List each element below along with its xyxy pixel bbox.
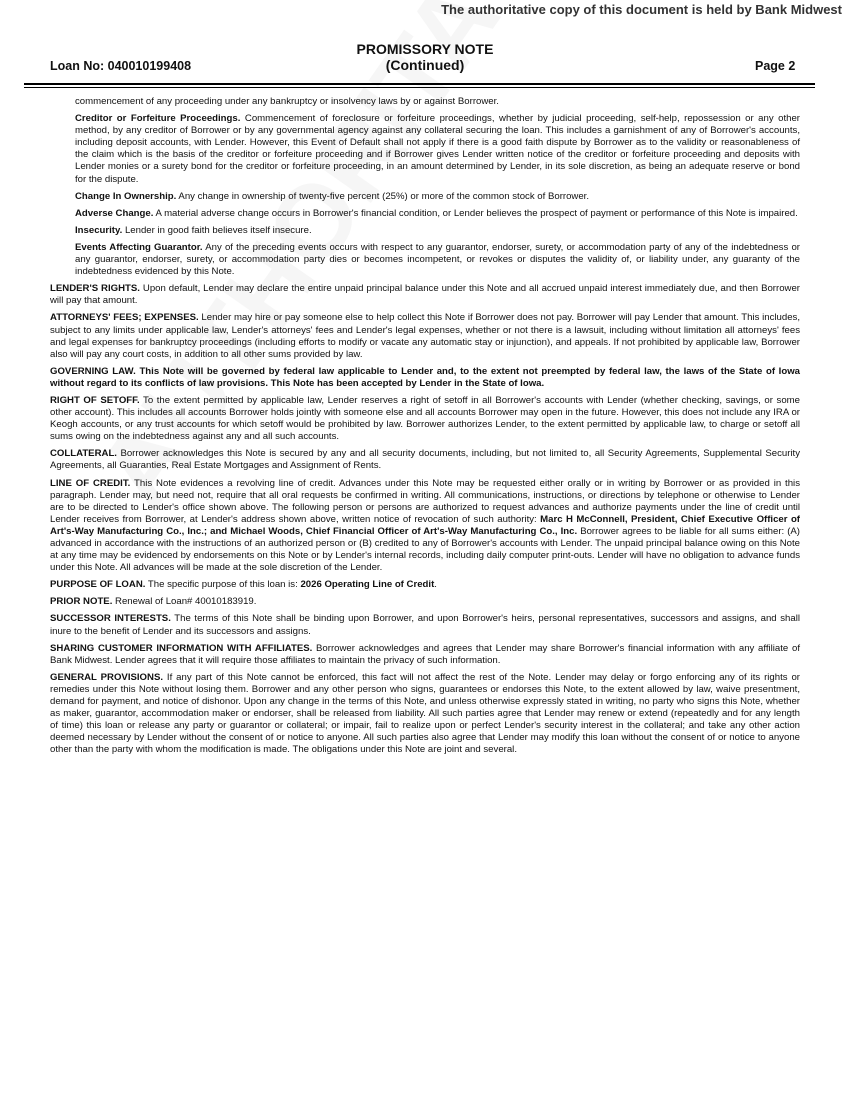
section-text: The specific purpose of this loan is: — [147, 579, 298, 591]
section-heading: Creditor or Forfeiture Proceedings. — [75, 113, 241, 125]
section-insecurity — [50, 225, 800, 237]
section-general-provisions — [50, 672, 800, 757]
section-heading: SUCCESSOR INTERESTS. — [50, 613, 171, 625]
section-heading: ATTORNEYS' FEES; EXPENSES. — [50, 312, 199, 324]
section-text: This Note evidences a revolving line of credit. Advances under this Note may be requested either orally or in writing by Borrower or as provided in this paragraph. Lender may, but need not, require that all oral requests be confirmed in writing. All communications, instructions, or directions by telephone or otherwise to Lender are to be directed to Lender's office shown above. The following person or persons are authorized to request advances and authorize payments under the line of credit until Lender receives from Borrower, at Lender's address shown above, written notice of revocation of such authority: — [50, 477, 800, 525]
section-text-tail: Borrower agrees to be liable for all sums either: (A) advanced in accordance with the instructions of an authorized person or (B) credited to any of Borrower's accounts with Lender. The unpaid principal balance owing on this Note at any time may be evidenced by endorsements on this Note or by Lender's internal records, including daily computer print-outs. Lender will have no obligation to advance funds under this Note. All advances will be made at the sole discretion of the Lender. — [50, 525, 800, 574]
section-successor-interests — [50, 613, 800, 637]
section-text: Borrower acknowledges this Note is secured by any and all security documents, including, but not limited to, all Security Agreements, Supplemental Security Agreements, all Guaranties, Real Estate Mortgages and Assignment of Rents. — [50, 448, 800, 472]
section-text: Commencement of foreclosure or forfeiture proceedings, whether by judicial proceeding, self-help, repossession or any other method, by any creditor of Borrower or by any governmental agency against any collateral securing the loan. This includes a garnishment of any of Borrower's accounts, including deposit accounts, with Lender. However, this Event of Default shall not apply if there is a good faith dispute by Borrower as to the validity or reasonableness of the claim which is the basis of the creditor or forfeiture proceeding and if Borrower gives Lender written notice of the creditor or forfeiture proceeding and deposits with Lender monies or a surety bond for the creditor or forfeiture proceeding, in an amount determined by Lender, in its sole discretion, as being an adequate reserve or bond for the dispute. — [75, 113, 800, 185]
section-text: Borrower acknowledges and agrees that Lender may share Borrower's financial information with any affiliate of Bank Midwest. Lender agrees that it will require those affiliates to maintain the privacy of such information. — [50, 642, 800, 666]
section-creditor-forfeiture — [50, 113, 800, 186]
section-heading: Events Affecting Guarantor. — [75, 241, 203, 253]
section-heading: LINE OF CREDIT. — [50, 477, 131, 489]
loan-number: Loan No: 040010199408 — [50, 59, 192, 73]
section-prior-note — [50, 596, 800, 608]
section-attorneys-fees — [50, 312, 800, 360]
section-text: Upon default, Lender may declare the entire unpaid principal balance under this Note and all accrued unpaid interest immediately due, and then Borrower will pay that amount. — [50, 283, 800, 307]
section-heading: GOVERNING LAW. — [50, 365, 136, 377]
header-rule-thin — [24, 87, 815, 88]
section-heading: COLLATERAL. — [50, 448, 117, 460]
section-heading: PURPOSE OF LOAN. — [50, 579, 146, 591]
section-text: This Note will be governed by federal law applicable to Lender and, to the extent not preempted by federal law, the laws of the State of Iowa without regard to its conflicts of law provisions. This Note has been accepted by Lender in the State of Iowa. — [50, 365, 800, 389]
title-line-2: (Continued) — [385, 57, 465, 73]
section-text-tail: . — [434, 579, 437, 591]
loan-purpose: 2026 Operating Line of Credit — [300, 579, 435, 591]
section-sharing-customer-information — [50, 643, 800, 667]
section-governing-law — [50, 366, 800, 390]
header-rule-thick — [24, 83, 815, 85]
section-change-in-ownership — [50, 191, 800, 203]
section-heading: RIGHT OF SETOFF. — [50, 394, 140, 406]
section-adverse-change — [50, 208, 800, 220]
section-heading: Change In Ownership. — [75, 190, 177, 202]
section-events-affecting-guarantor — [50, 242, 800, 278]
page-number: Page 2 — [755, 59, 796, 73]
section-text: Any of the preceding events occurs with respect to any guarantor, endorser, surety, or accommodation party of any of the indebtedness or any guarantor, endorser, surety, or accommodation party dies or becomes incompetent, or revokes or disputes the validity of, or liability under, any guaranty of the indebtedness evidenced by this Note. — [75, 241, 800, 278]
section-text: Lender in good faith believes itself insecure. — [124, 224, 312, 236]
section-heading: Adverse Change. — [75, 207, 154, 219]
section-text: commencement of any proceeding under any bankruptcy or insolvency laws by or against Borrower. — [75, 96, 499, 107]
section-text: The terms of this Note shall be binding upon Borrower, and upon Borrower's heirs, personal representatives, successors and assigns, and shall inure to the benefit of Lender and its successors and assigns. — [50, 613, 800, 637]
authorized-persons: Marc H McConnell, President, Chief Executive Officer of Art's-Way Manufacturing Co., Inc.; and Michael Woods, Chief Financial Officer of Art's-Way Manufacturing Co., Inc. — [50, 513, 801, 537]
section-heading: GENERAL PROVISIONS. — [50, 671, 164, 683]
authoritative-copy-note: The authoritative copy of this document is held by Bank Midwest — [441, 2, 842, 17]
section-right-of-setoff — [50, 395, 800, 443]
note-body — [50, 96, 800, 762]
section-heading: SHARING CUSTOMER INFORMATION WITH AFFILIATES. — [50, 642, 313, 654]
document-title — [0, 41, 850, 73]
section-text: Lender may hire or pay someone else to help collect this Note if Borrower does not pay. Borrower will pay Lender that amount. This includes, subject to any limits under applicable law, Lender's attorneys' fees and Lender's legal expenses, whether or not there is a lawsuit, including without limitation all attorneys' fees and legal expenses for bankruptcy proceedings (including efforts to modify or vacate any automatic stay or injunction), and appeals. If not prohibited by applicable law, Borrower also will pay any court costs, in addition to all other sums provided by law. — [50, 312, 800, 360]
section-heading: Insecurity. — [75, 224, 123, 236]
section-collateral — [50, 448, 800, 472]
section-lenders-rights — [50, 283, 800, 307]
section-text: To the extent permitted by applicable law, Lender reserves a right of setoff in all Borrower's accounts with Lender (whether checking, savings, or some other account). This includes all accounts Borrower holds jointly with someone else and all accounts Borrower may open in the future. However, this does not include any IRA or Keogh accounts, or any trust accounts for which setoff would be prohibited by law. Borrower authorizes Lender, to the extent permitted by applicable law, to charge or setoff all sums owing on the indebtedness against any and all such accounts. — [50, 394, 800, 443]
section-bankruptcy-continued — [50, 96, 800, 108]
section-heading: PRIOR NOTE. — [50, 596, 113, 608]
section-text: Any change in ownership of twenty-five percent (25%) or more of the common stock of Borrower. — [178, 190, 590, 202]
section-line-of-credit — [50, 478, 800, 575]
section-text: If any part of this Note cannot be enforced, this fact will not affect the rest of the Note. Lender may delay or forgo enforcing any of its rights or remedies under this Note without losing them. Borrower and any other person who signs, guarantees or endorses this Note, to the extent allowed by law, waive presentment, demand for payment, and notice of dishonor. Upon any change in the terms of this Note, and unless otherwise expressly stated in writing, no party who signs this Note, whether as maker, guarantor, accommodation maker or endorser, shall be released from liability. All such parties agree that Lender may renew or extend (repeatedly and for any length of time) this loan or release any party or guarantor or collateral; or impair, fail to realize upon or perfect Lender's security interest in the collateral; and take any other action deemed necessary by Lender without the consent of or notice to anyone. All such parties also agree that Lender may modify this loan without the consent of or notice to anyone other than the party with whom the modification is made. The obligations under this Note are joint and several. — [50, 671, 800, 756]
section-heading: LENDER'S RIGHTS. — [50, 283, 140, 295]
section-text: Renewal of Loan# 40010183919. — [115, 596, 257, 608]
section-purpose-of-loan — [50, 579, 800, 591]
section-text: A material adverse change occurs in Borrower's financial condition, or Lender believes the prospect of payment or performance of this Note is impaired. — [155, 207, 798, 219]
title-line-1: PROMISSORY NOTE — [356, 41, 494, 57]
